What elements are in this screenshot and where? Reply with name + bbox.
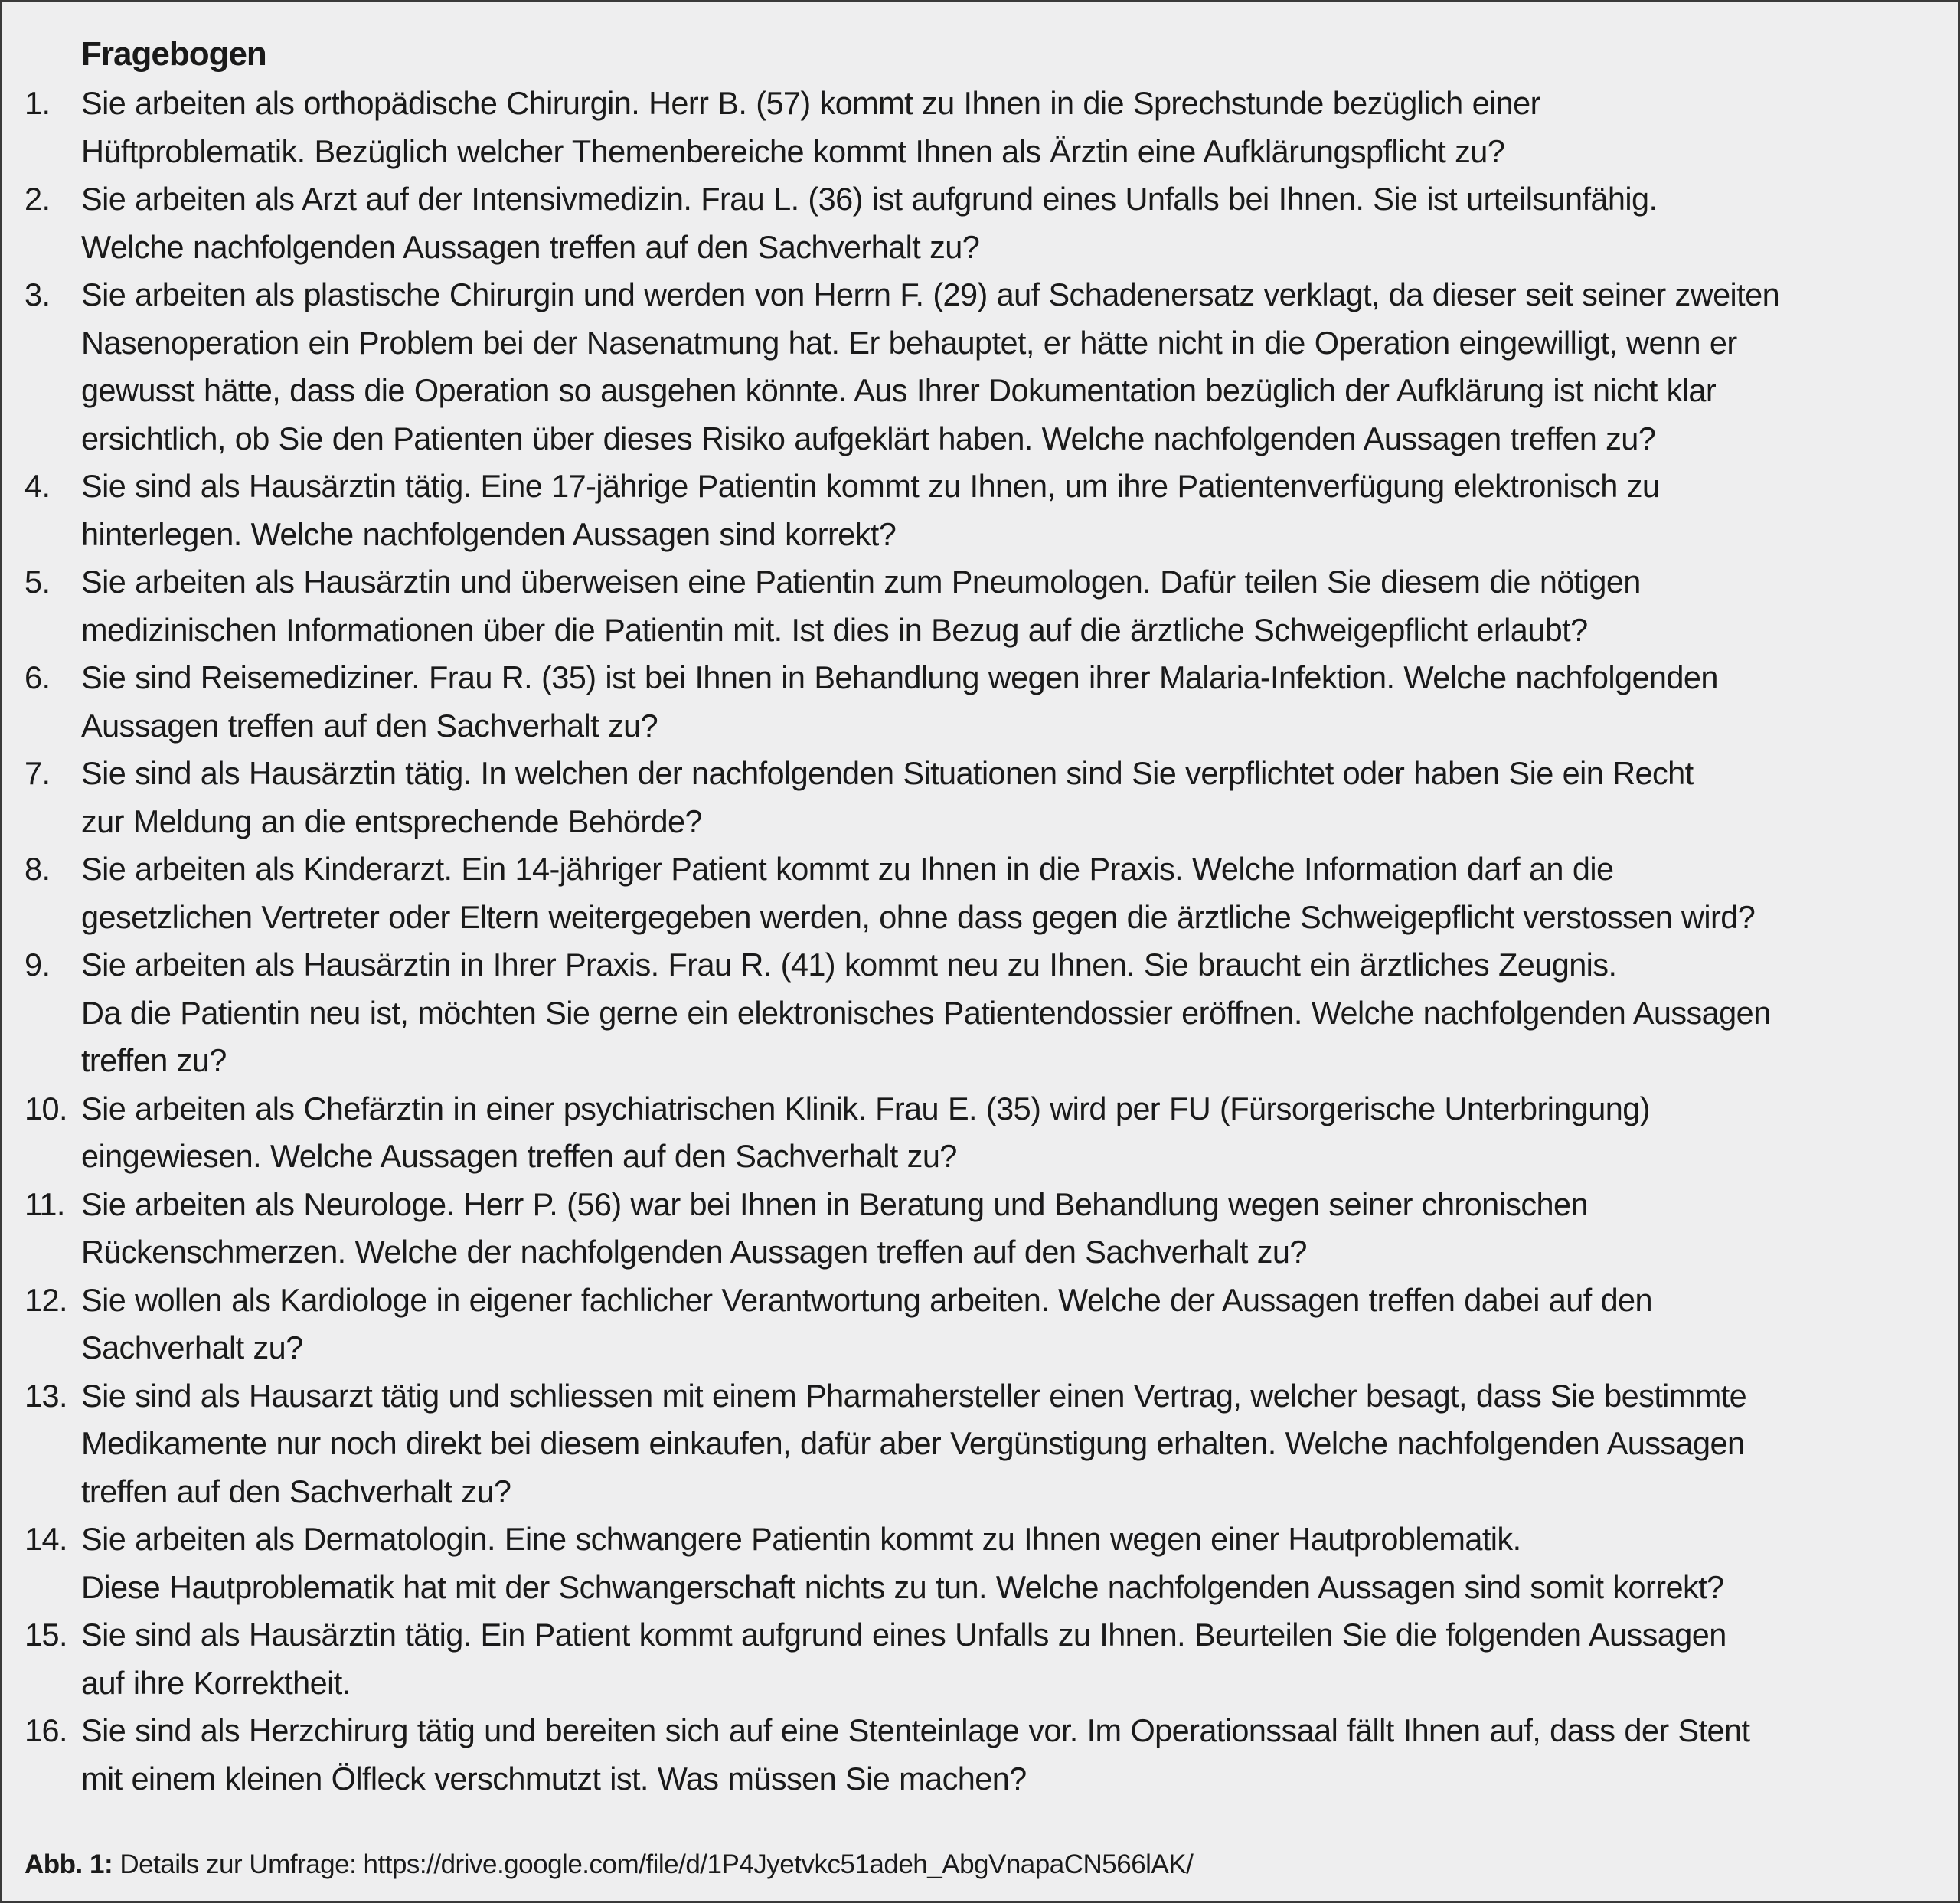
question-number: 9. <box>24 947 51 983</box>
question-number: 11. <box>24 1185 65 1222</box>
question-number: 14. <box>24 1521 67 1557</box>
caption-text: Details zur Umfrage: https://drive.google.com/file/d/1P4Jyetvkc51adeh_AbgVnapaCN566lAK/ <box>113 1849 1194 1879</box>
question-text: Sie arbeiten als Neurologe. Herr P. (56) war bei Ihnen in Beratung und Behandlung wegen seiner chronischen Rückenschmerzen. Welche der nachfolgenden Aussagen treffen auf den Sachverhalt zu? <box>81 1185 1588 1270</box>
question-item <box>24 1277 1939 1372</box>
question-text: Sie sind als Hausärztin tätig. Eine 17-jährige Patientin kommt zu Ihnen, um ihre Patientenverfügung elektronisch zu hinterlegen. Welche nachfolgenden Aussagen sind korrekt? <box>81 468 1660 552</box>
question-text: Sie sind als Hausarzt tätig und schliessen mit einem Pharmahersteller einen Vertrag, welcher besagt, dass Sie bestimmte Medikamente nur noch direkt bei diesem einkaufen, dafür aber Vergünstigung erhalten. Welche nachfolgenden Aussagen treffen auf den Sachverhalt zu? <box>81 1377 1747 1509</box>
question-number: 5. <box>24 564 51 600</box>
question-number: 8. <box>24 851 51 887</box>
question-list <box>24 80 1939 1803</box>
question-item <box>24 80 1939 175</box>
question-item <box>24 750 1939 845</box>
question-number: 13. <box>24 1377 67 1414</box>
question-text: Sie arbeiten als Kinderarzt. Ein 14-jähriger Patient kommt zu Ihnen in die Praxis. Welche Information darf an die gesetzlichen Vertreter oder Eltern weitergegeben werden, ohne dass gegen die ärztliche Schweigepflicht verstossen wird? <box>81 851 1756 935</box>
question-item <box>24 1707 1939 1803</box>
question-item <box>24 271 1939 463</box>
question-item <box>24 1516 1939 1611</box>
question-item <box>24 175 1939 271</box>
question-number: 2. <box>24 181 51 217</box>
question-item <box>24 654 1939 750</box>
question-item <box>24 1085 1939 1181</box>
question-item <box>24 558 1939 654</box>
question-item <box>24 845 1939 941</box>
question-number: 4. <box>24 468 51 504</box>
question-text: Sie arbeiten als Hausärztin in Ihrer Praxis. Frau R. (41) kommt neu zu Ihnen. Sie braucht ein ärztliches Zeugnis. Da die Patientin neu ist, möchten Sie gerne ein elektronisches Patientendossier eröffnen. Welche nachfolgenden Aussagen treffen zu? <box>81 947 1771 1078</box>
question-item <box>24 941 1939 1085</box>
question-item <box>24 463 1939 558</box>
question-number: 3. <box>24 276 51 312</box>
question-item <box>24 1181 1939 1277</box>
question-item <box>24 1372 1939 1516</box>
question-text: Sie sind als Hausärztin tätig. Ein Patient kommt aufgrund eines Unfalls zu Ihnen. Beurteilen Sie die folgenden Aussagen auf ihre Korrektheit. <box>81 1617 1726 1701</box>
question-number: 1. <box>24 85 51 121</box>
question-text: Sie arbeiten als Dermatologin. Eine schwangere Patientin kommt zu Ihnen wegen einer Hautproblematik. Diese Hautproblematik hat mit der Schwangerschaft nichts zu tun. Welche nachfolgenden Aussagen sind somit korrekt? <box>81 1521 1724 1605</box>
question-text: Sie arbeiten als plastische Chirurgin und werden von Herrn F. (29) auf Schadenersatz verklagt, da dieser seit seiner zweiten Nasenoperation ein Problem bei der Nasenatmung hat. Er behauptet, er hätte nicht in die Operation eingewilligt, wenn er gewusst hätte, dass die Operation so ausgehen könnte. Aus Ihrer Dokumentation bezüglich der Aufklärung ist nicht klar ersichtlich, ob Sie den Patienten über dieses Risiko aufgeklärt haben. Welche nachfolgenden Aussagen treffen zu? <box>81 276 1780 456</box>
question-number: 16. <box>24 1712 67 1748</box>
question-item <box>24 1611 1939 1707</box>
caption-label: Abb. 1: <box>24 1849 113 1879</box>
question-number: 15. <box>24 1617 67 1653</box>
question-number: 10. <box>24 1090 67 1126</box>
questionnaire-title: Fragebogen <box>81 35 266 73</box>
question-number: 7. <box>24 755 51 791</box>
figure-caption <box>24 1846 1193 1884</box>
question-text: Sie sind als Herzchirurg tätig und bereiten sich auf eine Stenteinlage vor. Im Operationssaal fällt Ihnen auf, dass der Stent mit einem kleinen Ölfleck verschmutzt ist. Was müssen Sie machen? <box>81 1712 1750 1797</box>
question-text: Sie arbeiten als Arzt auf der Intensivmedizin. Frau L. (36) ist aufgrund eines Unfalls bei Ihnen. Sie ist urteilsunfähig. Welche nachfolgenden Aussagen treffen auf den Sachverhalt zu? <box>81 181 1658 265</box>
question-text: Sie sind als Hausärztin tätig. In welchen der nachfolgenden Situationen sind Sie verpflichtet oder haben Sie ein Recht zur Meldung an die entsprechende Behörde? <box>81 755 1694 839</box>
question-text: Sie arbeiten als orthopädische Chirurgin. Herr B. (57) kommt zu Ihnen in die Sprechstunde bezüglich einer Hüftproblematik. Bezüglich welcher Themenbereiche kommt Ihnen als Ärztin eine Aufklärungspflicht zu? <box>81 85 1540 169</box>
question-text: Sie arbeiten als Chefärztin in einer psychiatrischen Klinik. Frau E. (35) wird per FU (Fürsorgerische Unterbringung) eingewiesen. Welche Aussagen treffen auf den Sachverhalt zu? <box>81 1090 1650 1174</box>
question-number: 6. <box>24 659 51 695</box>
question-text: Sie sind Reisemediziner. Frau R. (35) ist bei Ihnen in Behandlung wegen ihrer Malaria-Infektion. Welche nachfolgenden Aussagen treffen auf den Sachverhalt zu? <box>81 659 1718 744</box>
question-number: 12. <box>24 1281 67 1318</box>
question-text: Sie wollen als Kardiologe in eigener fachlicher Verantwortung arbeiten. Welche der Aussagen treffen dabei auf den Sachverhalt zu? <box>81 1281 1653 1365</box>
question-text: Sie arbeiten als Hausärztin und überweisen eine Patientin zum Pneumologen. Dafür teilen Sie diesem die nötigen medizinischen Informationen über die Patientin mit. Ist dies in Bezug auf die ärztliche Schweigepflicht erlaubt? <box>81 564 1641 648</box>
